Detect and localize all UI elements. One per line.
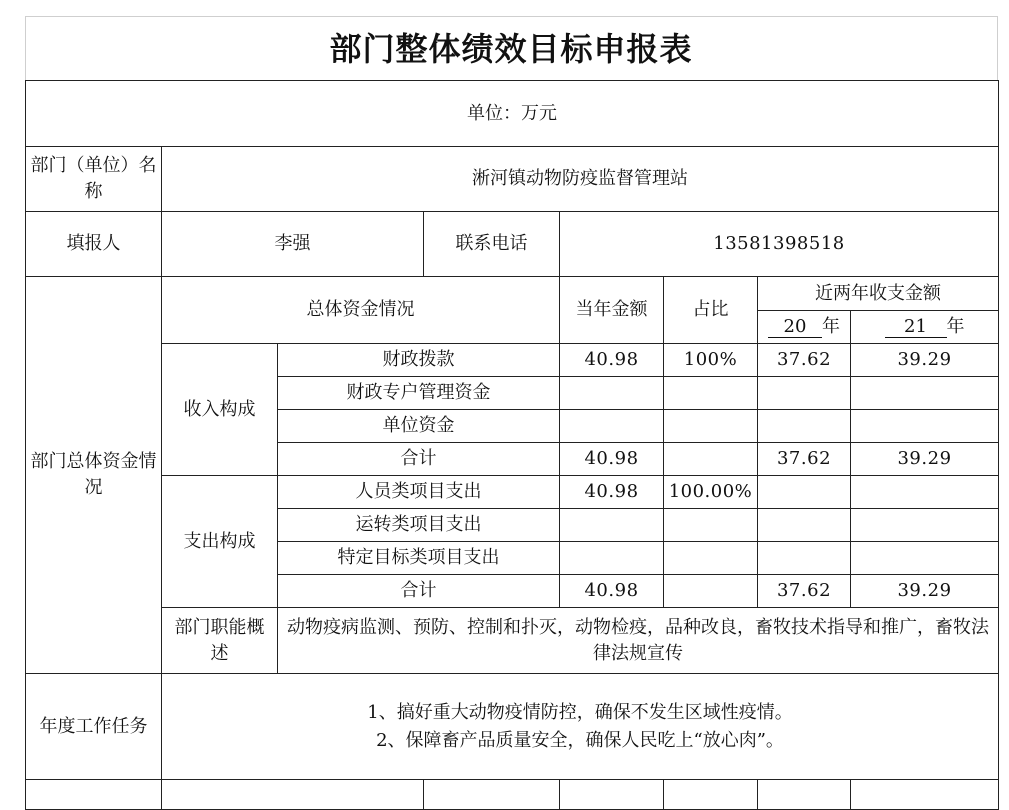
income-ratio-cell[interactable] — [664, 410, 758, 443]
duties-row — [26, 608, 999, 674]
task-line-2: 2、保障畜产品质量安全，确保人民吃上“放心肉”。 — [376, 729, 784, 751]
dept-row — [26, 147, 999, 212]
income-total-year1: 37.62 — [776, 448, 832, 469]
expense-item-cell[interactable] — [278, 509, 560, 542]
tasks-text-cell[interactable] — [162, 674, 999, 780]
income-ratio-value: 100% — [683, 349, 738, 370]
expense-total-year1: 37.62 — [776, 580, 832, 601]
duties-label-cell[interactable] — [162, 608, 278, 674]
duties-label: 部门职能概述 — [174, 616, 265, 664]
income-ratio-cell[interactable] — [664, 344, 758, 377]
expense-total-current: 40.98 — [584, 580, 639, 601]
dept-label: 部门（单位）名称 — [30, 155, 157, 202]
income-year2-cell[interactable] — [851, 377, 999, 410]
form-title: 部门整体绩效目标申报表 — [329, 30, 693, 68]
expense-ratio-cell[interactable] — [664, 542, 758, 575]
expense-item-cell[interactable] — [278, 542, 560, 575]
phone-label: 联系电话 — [455, 233, 528, 254]
income-current-cell[interactable] — [560, 410, 664, 443]
expense-item-label: 运转类项目支出 — [355, 514, 482, 535]
reporter-row — [26, 212, 999, 277]
tasks-label: 年度工作任务 — [39, 715, 148, 737]
col-two-years-label: 近两年收支金额 — [815, 282, 941, 304]
expense-ratio-cell[interactable] — [664, 476, 758, 509]
col-ratio-label: 占比 — [692, 299, 729, 320]
income-total-current: 40.98 — [584, 448, 639, 469]
expense-item-label: 人员类项目支出 — [355, 481, 482, 502]
phone-label-cell[interactable] — [424, 212, 560, 277]
income-year2-cell[interactable] — [851, 410, 999, 443]
income-ratio-cell[interactable] — [664, 377, 758, 410]
next-row-cell[interactable] — [424, 780, 560, 810]
tasks-row — [26, 674, 999, 780]
duties-text: 动物疫病监测、预防、控制和扑灭，动物检疫，品种改良，畜牧技术指导和推广，畜牧法律法规宣传 — [287, 616, 989, 664]
expense-year1-cell[interactable] — [758, 509, 851, 542]
next-row-cell[interactable] — [758, 780, 851, 810]
income-total-label: 合计 — [400, 448, 437, 469]
overall-label-cell[interactable] — [162, 277, 560, 344]
income-item-label: 财政专户管理资金 — [346, 382, 491, 403]
year2-suffix: 年 — [946, 316, 965, 337]
overall-funds-label: 总体资金情况 — [306, 299, 415, 320]
expense-current-cell[interactable] — [560, 509, 664, 542]
income-year1-cell[interactable] — [758, 377, 851, 410]
income-item-cell[interactable] — [278, 344, 560, 377]
expense-current-cell[interactable] — [560, 476, 664, 509]
dept-label-cell[interactable] — [26, 147, 162, 212]
expense-year1-cell[interactable] — [758, 476, 851, 509]
next-row-cell[interactable] — [664, 780, 758, 810]
reporter-name: 李强 — [274, 233, 311, 254]
expense-item-label: 特定目标类项目支出 — [337, 547, 500, 568]
income-year1-cell[interactable] — [758, 344, 851, 377]
income-item-cell[interactable] — [278, 443, 560, 476]
expense-year2-cell[interactable] — [851, 542, 999, 575]
income-current-cell[interactable] — [560, 377, 664, 410]
income-group-cell[interactable] — [162, 344, 278, 476]
expense-year2-cell[interactable] — [851, 476, 999, 509]
dept-value-cell[interactable] — [162, 147, 999, 212]
income-current-cell[interactable] — [560, 344, 664, 377]
task-line-1: 1、搞好重大动物疫情防控，确保不发生区域性疫情。 — [367, 701, 793, 723]
year1-suffix: 年 — [822, 316, 840, 337]
year1-header[interactable] — [758, 311, 851, 344]
expense-year2-cell[interactable] — [851, 575, 999, 608]
year2-number: 21 — [885, 317, 947, 338]
phone-number: 13581398518 — [713, 233, 845, 254]
expense-row — [26, 476, 999, 509]
title-frame-top — [25, 16, 997, 17]
expense-year1-cell[interactable] — [758, 575, 851, 608]
expense-group-label: 支出构成 — [183, 530, 256, 552]
next-row-cell[interactable] — [560, 780, 664, 810]
expense-total-label: 合计 — [400, 580, 437, 601]
income-total-year2: 39.29 — [897, 448, 952, 469]
expense-current-cell[interactable] — [560, 575, 664, 608]
income-year1-cell[interactable] — [758, 410, 851, 443]
income-year2-cell[interactable] — [851, 443, 999, 476]
dept-name: 淅河镇动物防疫监督管理站 — [472, 168, 688, 189]
expense-group-cell[interactable] — [162, 476, 278, 608]
unit-row — [26, 81, 999, 147]
performance-form-table — [25, 80, 999, 810]
income-item-label: 单位资金 — [382, 415, 455, 436]
income-group-label: 收入构成 — [183, 398, 256, 420]
income-current-cell[interactable] — [560, 443, 664, 476]
income-item-cell[interactable] — [278, 410, 560, 443]
expense-ratio-value: 100.00% — [668, 481, 753, 502]
col-current-header[interactable] — [560, 277, 664, 344]
year2-header[interactable] — [851, 311, 999, 344]
income-item-cell[interactable] — [278, 377, 560, 410]
income-current-value: 40.98 — [584, 349, 639, 370]
income-row — [26, 344, 999, 377]
unit-cell[interactable] — [26, 81, 999, 147]
reporter-label: 填报人 — [66, 233, 121, 254]
income-ratio-cell[interactable] — [664, 443, 758, 476]
expense-year2-cell[interactable] — [851, 509, 999, 542]
next-row-cell[interactable] — [26, 780, 162, 810]
income-item-label: 财政拨款 — [382, 349, 455, 370]
phone-value-cell[interactable] — [560, 212, 999, 277]
funds-header-row-1 — [26, 277, 999, 311]
col-current-label: 当年金额 — [575, 299, 648, 320]
expense-ratio-cell[interactable] — [664, 509, 758, 542]
expense-item-cell[interactable] — [278, 575, 560, 608]
col-ratio-header[interactable] — [664, 277, 758, 344]
reporter-label-cell[interactable] — [26, 212, 162, 277]
income-year2-value: 39.29 — [897, 349, 952, 370]
income-year1-value: 37.62 — [776, 349, 832, 370]
duties-text-cell[interactable] — [278, 608, 999, 674]
tasks-label-cell[interactable] — [26, 674, 162, 780]
title-frame-right — [997, 16, 998, 80]
income-year2-cell[interactable] — [851, 344, 999, 377]
expense-total-year2: 39.29 — [897, 580, 952, 601]
expense-current-value: 40.98 — [584, 481, 639, 502]
funds-section-label-cell[interactable] — [26, 277, 162, 674]
expense-ratio-cell[interactable] — [664, 575, 758, 608]
unit-label: 单位：万元 — [467, 102, 557, 124]
next-row-cell[interactable] — [162, 780, 424, 810]
year1-number: 20 — [768, 317, 822, 338]
expense-item-cell[interactable] — [278, 476, 560, 509]
reporter-name-cell[interactable] — [162, 212, 424, 277]
funds-section-label: 部门总体资金情况 — [30, 451, 157, 498]
expense-year1-cell[interactable] — [758, 542, 851, 575]
income-year1-cell[interactable] — [758, 443, 851, 476]
next-row-cell[interactable] — [851, 780, 999, 810]
next-row-partial — [26, 780, 999, 810]
expense-current-cell[interactable] — [560, 542, 664, 575]
col-two-years-header[interactable] — [758, 277, 999, 311]
